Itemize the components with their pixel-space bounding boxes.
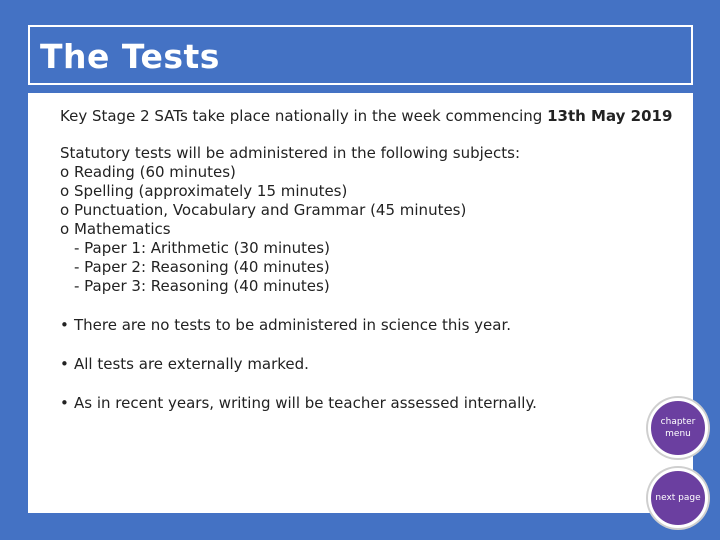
content-body bbox=[60, 107, 680, 413]
bullet-text: There are no tests to be administered in science this year. bbox=[74, 316, 512, 334]
content-panel bbox=[28, 93, 693, 513]
subject-item: o Reading (60 minutes) bbox=[60, 163, 236, 181]
intro-date: 13th May 2019 bbox=[547, 107, 673, 125]
bullet-item bbox=[60, 316, 680, 335]
statutory-heading: Statutory tests will be administered in the following subjects: bbox=[60, 144, 521, 162]
chapter-menu-label: chapter menu bbox=[660, 417, 696, 439]
subject-item: o Punctuation, Vocabulary and Grammar (45 minutes) bbox=[60, 201, 467, 219]
bullet-item bbox=[60, 355, 680, 374]
bullet-text: All tests are externally marked. bbox=[74, 355, 309, 373]
subject-item: o Spelling (approximately 15 minutes) bbox=[60, 182, 348, 200]
bullet-icon: • bbox=[60, 355, 69, 373]
bullet-text: As in recent years, writing will be teacher assessed internally. bbox=[74, 394, 537, 412]
bullet-icon: • bbox=[60, 394, 69, 412]
intro-text: Key Stage 2 SATs take place nationally in the week commencing bbox=[60, 107, 548, 125]
bullet-icon: • bbox=[60, 316, 69, 334]
subject-item: o Mathematics bbox=[60, 220, 171, 238]
title-bar bbox=[28, 25, 693, 85]
paper-item: - Paper 3: Reasoning (40 minutes) bbox=[74, 277, 330, 295]
paper-item: - Paper 1: Arithmetic (30 minutes) bbox=[74, 239, 330, 257]
intro-line bbox=[60, 107, 680, 126]
bullet-item bbox=[60, 394, 680, 413]
paper-item: - Paper 2: Reasoning (40 minutes) bbox=[74, 258, 330, 276]
next-page-label: next page bbox=[655, 493, 701, 503]
page-title: The Tests bbox=[40, 37, 220, 76]
next-page-button[interactable] bbox=[648, 468, 708, 528]
chapter-menu-button[interactable] bbox=[648, 398, 708, 458]
